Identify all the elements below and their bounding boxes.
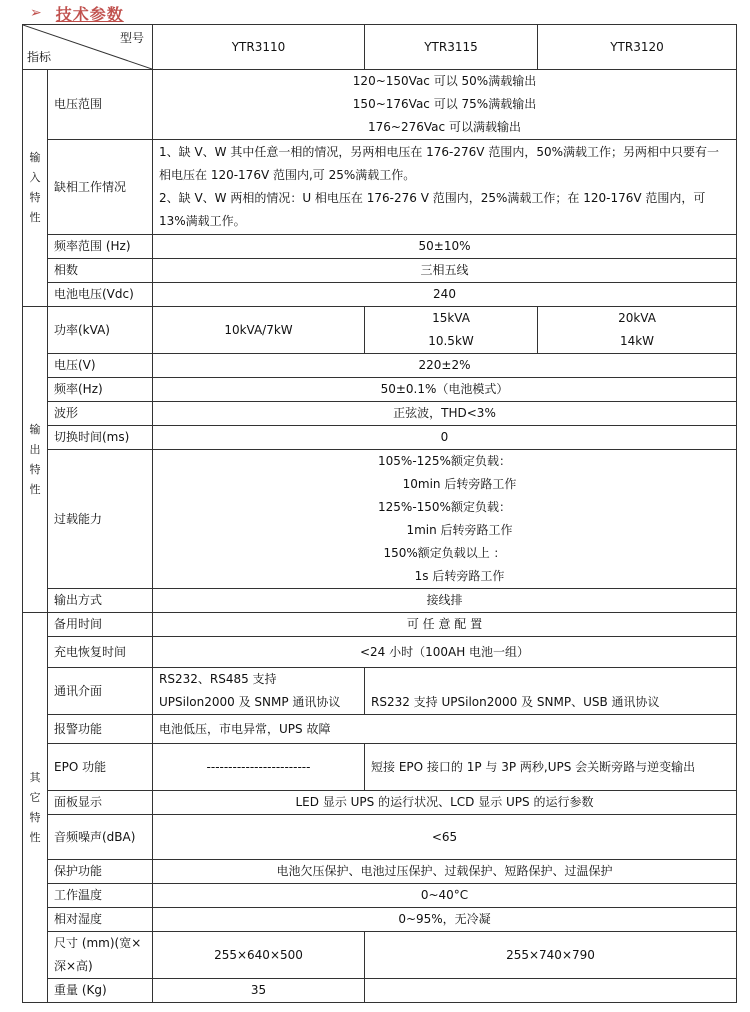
row-epo xyxy=(23,744,737,791)
label-weight: 重量 (Kg) xyxy=(48,979,153,1003)
value-protection: 电池欠压保护、电池过压保护、过载保护、短路保护、过温保护 xyxy=(153,860,737,884)
row-humidity xyxy=(23,908,737,932)
value-output-mode: 接线排 xyxy=(153,589,737,613)
value-noise: <65 xyxy=(153,815,737,860)
value-size-ytr3110: 255×640×500 xyxy=(153,932,365,979)
value-power-ytr3115: 15kVA 10.5kW xyxy=(365,307,538,354)
value-phase-loss: 1、缺 V、W 其中任意一相的情况，另两相电压在 176-276V 范围内，50%满载工作；另两相中只要有一相电压在 120-176V 范围内,可 25%满载工作。 2、缺 V、W 两相的情况：U 相电压在 176-276 V 范围内，25%满载工作；在 120-176V 范围内，可 13%满载工作。 xyxy=(153,140,737,235)
row-output-voltage xyxy=(23,354,737,378)
value-switch-time: 0 xyxy=(153,426,737,450)
row-voltage-range xyxy=(23,70,737,140)
header-row xyxy=(23,25,737,70)
group-input: 输入特性 xyxy=(23,70,48,307)
group-output: 输出特性 xyxy=(23,307,48,613)
row-recharge-time xyxy=(23,637,737,668)
label-output-voltage: 电压(V) xyxy=(48,354,153,378)
model-ytr3120: YTR3120 xyxy=(538,25,737,70)
arrow-bullet-icon: ➢ xyxy=(30,5,42,21)
value-comm-ytr3110: RS232、RS485 支持 UPSilon2000 及 SNMP 通讯协议 xyxy=(153,668,365,715)
label-overload: 过载能力 xyxy=(48,450,153,589)
row-weight xyxy=(23,979,737,1003)
value-phases: 三相五线 xyxy=(153,259,737,283)
label-comm: 通讯介面 xyxy=(48,668,153,715)
value-size-others: 255×740×790 xyxy=(365,932,737,979)
row-power xyxy=(23,307,737,354)
row-alarm xyxy=(23,715,737,744)
row-protection xyxy=(23,860,737,884)
label-waveform: 波形 xyxy=(48,402,153,426)
value-output-voltage: 220±2% xyxy=(153,354,737,378)
label-panel: 面板显示 xyxy=(48,791,153,815)
row-output-frequency xyxy=(23,378,737,402)
label-battery-voltage: 电池电压(Vdc) xyxy=(48,283,153,307)
label-size: 尺寸 (mm)(宽×深×高) xyxy=(48,932,153,979)
spec-table xyxy=(22,24,737,1003)
row-battery-voltage xyxy=(23,283,737,307)
label-epo: EPO 功能 xyxy=(48,744,153,791)
value-recharge-time: <24 小时（100AH 电池一组） xyxy=(153,637,737,668)
model-ytr3115: YTR3115 xyxy=(365,25,538,70)
value-waveform: 正弦波，THD<3% xyxy=(153,402,737,426)
model-label: 型号 xyxy=(119,31,144,45)
label-switch-time: 切换时间(ms) xyxy=(48,426,153,450)
value-epo-ytr3110: ------------------------ xyxy=(153,744,365,791)
value-voltage-range: 120~150Vac 可以 50%满载输出 150~176Vac 可以 75%满载输出 176~276Vac 可以满载输出 xyxy=(153,70,737,140)
row-size xyxy=(23,932,737,979)
label-power: 功率(kVA) xyxy=(48,307,153,354)
row-switch-time xyxy=(23,426,737,450)
value-output-frequency: 50±0.1%（电池模式） xyxy=(153,378,737,402)
row-panel xyxy=(23,791,737,815)
label-phases: 相数 xyxy=(48,259,153,283)
row-overload xyxy=(23,450,737,589)
group-other: 其它特性 xyxy=(23,613,48,1003)
value-backup-time: 可 任 意 配 置 xyxy=(153,613,737,637)
row-phase-loss xyxy=(23,140,737,235)
value-humidity: 0~95%，无冷凝 xyxy=(153,908,737,932)
index-label: 指标 xyxy=(27,50,52,64)
value-alarm: 电池低压，市电异常，UPS 故障 xyxy=(153,715,737,744)
label-output-frequency: 频率(Hz) xyxy=(48,378,153,402)
value-comm-others: RS232 支持 UPSilon2000 及 SNMP、USB 通讯协议 xyxy=(365,668,737,715)
section-title: 技术参数 xyxy=(55,4,124,24)
label-voltage-range: 电压范围 xyxy=(48,70,153,140)
row-backup-time xyxy=(23,613,737,637)
row-frequency-range xyxy=(23,235,737,259)
label-recharge-time: 充电恢复时间 xyxy=(48,637,153,668)
value-frequency-range: 50±10% xyxy=(153,235,737,259)
label-backup-time: 备用时间 xyxy=(48,613,153,637)
label-work-temp: 工作温度 xyxy=(48,884,153,908)
label-noise: 音频噪声(dBA) xyxy=(48,815,153,860)
value-overload: 105%-125%额定负载： 10min 后转旁路工作 125%-150%额定负载： 1min 后转旁路工作 150%额定负载以上 ： 1s 后转旁路工作 xyxy=(153,450,737,589)
section-heading xyxy=(30,2,124,24)
label-frequency-range: 频率范围 (Hz) xyxy=(48,235,153,259)
row-noise xyxy=(23,815,737,860)
value-weight-others xyxy=(365,979,737,1003)
label-phase-loss: 缺相工作情况 xyxy=(48,140,153,235)
row-phases xyxy=(23,259,737,283)
label-humidity: 相对湿度 xyxy=(48,908,153,932)
value-work-temp: 0~40°C xyxy=(153,884,737,908)
value-panel: LED 显示 UPS 的运行状况、LCD 显示 UPS 的运行参数 xyxy=(153,791,737,815)
value-power-ytr3120: 20kVA 14kW xyxy=(538,307,737,354)
value-weight-ytr3110: 35 xyxy=(153,979,365,1003)
value-power-ytr3110: 10kVA/7kW xyxy=(153,307,365,354)
value-epo-others: 短接 EPO 接口的 1P 与 3P 两秒,UPS 会关断旁路与逆变输出 xyxy=(365,744,737,791)
label-alarm: 报警功能 xyxy=(48,715,153,744)
label-protection: 保护功能 xyxy=(48,860,153,884)
model-ytr3110: YTR3110 xyxy=(153,25,365,70)
value-battery-voltage: 240 xyxy=(153,283,737,307)
header-corner xyxy=(23,25,153,70)
row-work-temp xyxy=(23,884,737,908)
row-comm xyxy=(23,668,737,715)
row-output-mode xyxy=(23,589,737,613)
label-output-mode: 输出方式 xyxy=(48,589,153,613)
row-waveform xyxy=(23,402,737,426)
